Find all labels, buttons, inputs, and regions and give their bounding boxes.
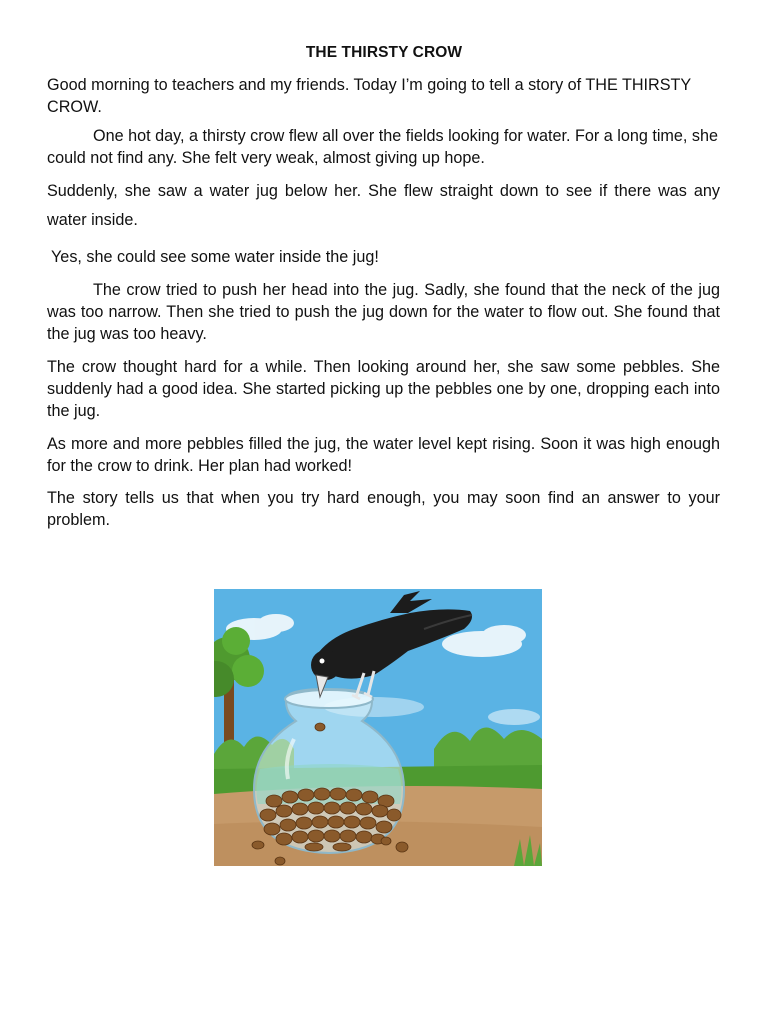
story-title: THE THIRSTY CROW — [305, 44, 463, 61]
paragraph-pebbles: The crow thought hard for a while. Then looking around her, she saw some pebbles. She suddenly had a good idea. She started picking up the pebbles one by one, dropping each into the jug. — [47, 358, 720, 420]
paragraph-water-rising: As more and more pebbles filled the jug, the water level kept rising. Soon it was high enough for the crow to drink. Her plan had worked! — [47, 435, 720, 475]
paragraph-intro: Good morning to teachers and my friends. Today I’m going to tell a story of THE THIRSTY CROW. — [47, 76, 691, 116]
paragraph-hot-day: One hot day, a thirsty crow flew all over the fields looking for water. For a long time, she could not find any. She felt very weak, almost giving up hope. — [47, 127, 719, 167]
paragraph-narrow-neck: The crow tried to push her head into the jug. Sadly, she found that the neck of the jug was too narrow. Then she tried to push the jug down for the water to flow out. She found that the jug was too heavy. — [47, 281, 720, 343]
paragraph-moral: The story tells us that when you try hard enough, you may soon find an answer to your problem. — [47, 489, 720, 529]
paragraph-water-jug: Suddenly, she saw a water jug below her. She flew straight down to see if there was any water inside. — [47, 182, 720, 229]
paragraph-some-water: Yes, she could see some water inside the jug! — [51, 248, 379, 266]
thirsty-crow-illustration — [214, 589, 542, 866]
